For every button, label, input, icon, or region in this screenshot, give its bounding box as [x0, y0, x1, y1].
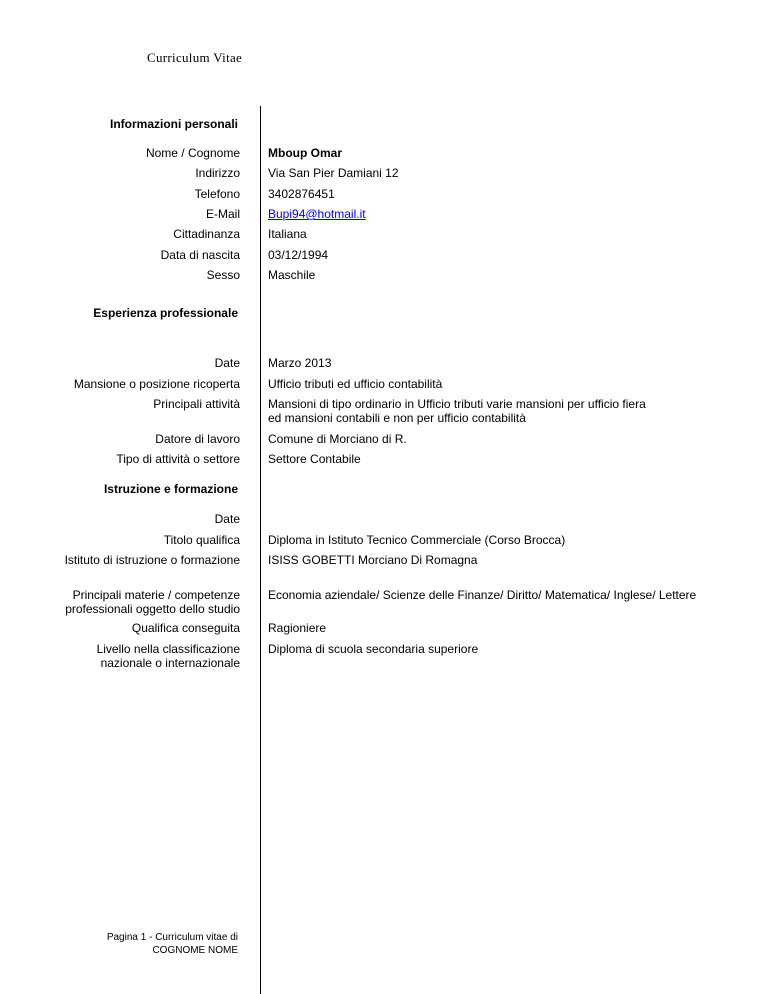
value-employer: Comune di Morciano di R. — [268, 432, 407, 446]
value-classification: Diploma di scuola secondaria superiore — [268, 642, 479, 656]
label-name: Nome / Cognome — [145, 146, 240, 160]
section-title-experience: Esperienza professionale — [93, 306, 238, 320]
section-title-education: Istruzione e formazione — [103, 482, 238, 496]
label-birthdate: Data di nascita — [160, 248, 240, 262]
label-sex: Sesso — [206, 268, 240, 282]
document-title: Curriculum Vitae — [147, 50, 243, 65]
value-activities-line2: ed mansioni contabili e non per ufficio contabilità — [268, 411, 526, 425]
value-subjects: Economia aziendale/ Scienze delle Finanze/ Diritto/ Matematica/ Inglese/ Lettere — [268, 588, 697, 602]
value-position: Ufficio tributi ed ufficio contabilità — [268, 377, 443, 391]
value-qualification-title: Diploma in Istituto Tecnico Commerciale (Corso Brocca) — [268, 533, 566, 547]
value-citizenship: Italiana — [268, 227, 307, 241]
value-qualification-obtained: Ragioniere — [268, 621, 327, 635]
label-employer: Datore di lavoro — [155, 432, 240, 446]
section-title-personal: Informazioni personali — [109, 117, 238, 131]
value-birthdate: 03/12/1994 — [268, 248, 329, 262]
value-exp-date: Marzo 2013 — [268, 356, 332, 370]
label-exp-date: Date — [214, 356, 240, 370]
column-divider — [260, 106, 261, 994]
label-classification-line2: nazionale o internazionale — [100, 656, 240, 670]
label-institute: Istituto di istruzione o formazione — [64, 553, 240, 567]
label-position: Mansione o posizione ricoperta — [73, 377, 240, 391]
label-qualification-title: Titolo qualifica — [163, 533, 240, 547]
label-classification-line1: Livello nella classificazione — [96, 642, 240, 656]
value-institute: ISISS GOBETTI Morciano Di Romagna — [268, 553, 478, 567]
label-edu-date: Date — [214, 512, 240, 526]
label-email: E-Mail — [205, 207, 240, 221]
page-footer — [107, 931, 238, 957]
footer-line-1: Pagina 1 - Curriculum vitae di — [106, 932, 238, 943]
label-address: Indirizzo — [195, 166, 240, 180]
label-sector: Tipo di attività o settore — [116, 452, 240, 466]
label-subjects-line1: Principali materie / competenze — [72, 588, 240, 602]
value-phone: 3402876451 — [268, 187, 335, 201]
label-qualification-obtained: Qualifica conseguita — [131, 621, 240, 635]
value-sex: Maschile — [268, 268, 316, 282]
value-address: Via San Pier Damiani 12 — [268, 166, 399, 180]
label-citizenship: Cittadinanza — [173, 227, 240, 241]
label-subjects-line2: professionali oggetto dello studio — [65, 602, 240, 616]
email-link[interactable]: Bupi94@hotmail.it — [268, 207, 366, 221]
label-activities: Principali attività — [153, 397, 240, 411]
label-phone: Telefono — [194, 187, 240, 201]
value-name: Mboup Omar — [268, 146, 342, 160]
value-activities-line1: Mansioni di tipo ordinario in Ufficio tributi varie mansioni per ufficio fiera — [268, 397, 646, 411]
footer-line-2: COGNOME NOME — [152, 945, 238, 956]
value-sector: Settore Contabile — [268, 452, 361, 466]
